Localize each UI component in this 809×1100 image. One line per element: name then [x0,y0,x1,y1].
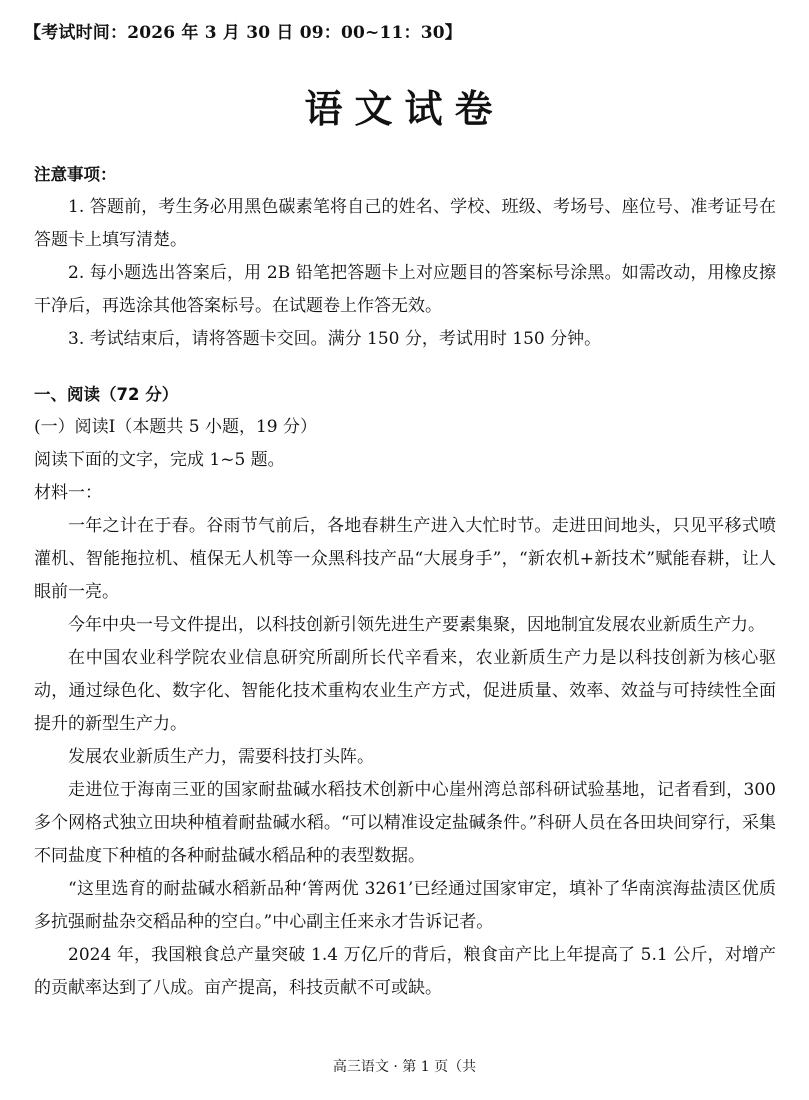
exam-time: 【考试时间：2026 年 3 月 30 日 09：00~11：30】 [24,23,462,43]
note-item: 1. 答题前，考生务必用黑色碳素笔将自己的姓名、学校、班级、考场号、座位号、准考证号在答题卡上填写清楚。 [34,197,776,250]
passage-paragraph: 在中国农业科学院农业信息研究所副所长代辛看来，农业新质生产力是以科技创新为核心驱动，通过绿色化、数字化、智能化技术重构农业生产方式，促进质量、效率、效益与可持续性全面提升的新型生产力。 [34,648,776,734]
note-item: 3. 考试结束后，请将答题卡交回。满分 150 分，考试用时 150 分钟。 [68,329,602,349]
instruction: 阅读下面的文字，完成 1~5 题。 [34,450,285,470]
spacer [34,356,776,378]
section-heading: 一、阅读（72 分） [34,385,179,404]
page-title: 语文试卷 [304,86,505,131]
passage-paragraph: “这里选育的耐盐碱水稻新品种‘箐两优 3261’已经通过国家审定，填补了华南滨海盐渍区优质多抗强耐盐杂交稻品种的空白。”中心副主任来永才告诉记者。 [34,879,776,932]
passage-paragraph: 一年之计在于春。谷雨节气前后，各地春耕生产进入大忙时节。走进田间地头，只见平移式喷灌机、智能拖拉机、植保无人机等一众黑科技产品“大展身手”，“新农机+新技术”赋能春耕，让人眼前一亮。 [34,516,776,602]
passage-paragraph: 发展农业新质生产力，需要科技打头阵。 [68,747,374,767]
passage-paragraph: 走进位于海南三亚的国家耐盐碱水稻技术创新中心崖州湾总部科研试验基地，记者看到，300 多个网格式独立田块种植着耐盐碱水稻。“可以精准设定盐碱条件。”科研人员在各田块间穿行，采集不同盐度下种植的各种耐盐碱水稻品种的表型数据。 [34,780,776,866]
material-label: 材料一： [34,483,102,503]
notes-heading: 注意事项： [34,165,117,184]
page-footer: 高三语文 · 第 1 页（共 [332,1059,477,1075]
sub-heading: (一）阅读Ⅰ（本题共 5 小题，19 分） [34,417,318,437]
passage-paragraph: 今年中央一号文件提出，以科技创新引领先进生产要素集聚，因地制宜发展农业新质生产力。 [68,615,765,635]
passage-paragraph: 2024 年，我国粮食总产量突破 1.4 万亿斤的背后，粮食亩产比上年提高了 5.1 公斤，对增产的贡献率达到了八成。亩产提高，科技贡献不可或缺。 [34,945,776,998]
note-item: 2. 每小题选出答案后，用 2B 铅笔把答题卡上对应题目的答案标号涂黑。如需改动，用橡皮擦干净后，再选涂其他答案标号。在试题卷上作答无效。 [34,263,776,316]
exam-body [34,158,776,1005]
